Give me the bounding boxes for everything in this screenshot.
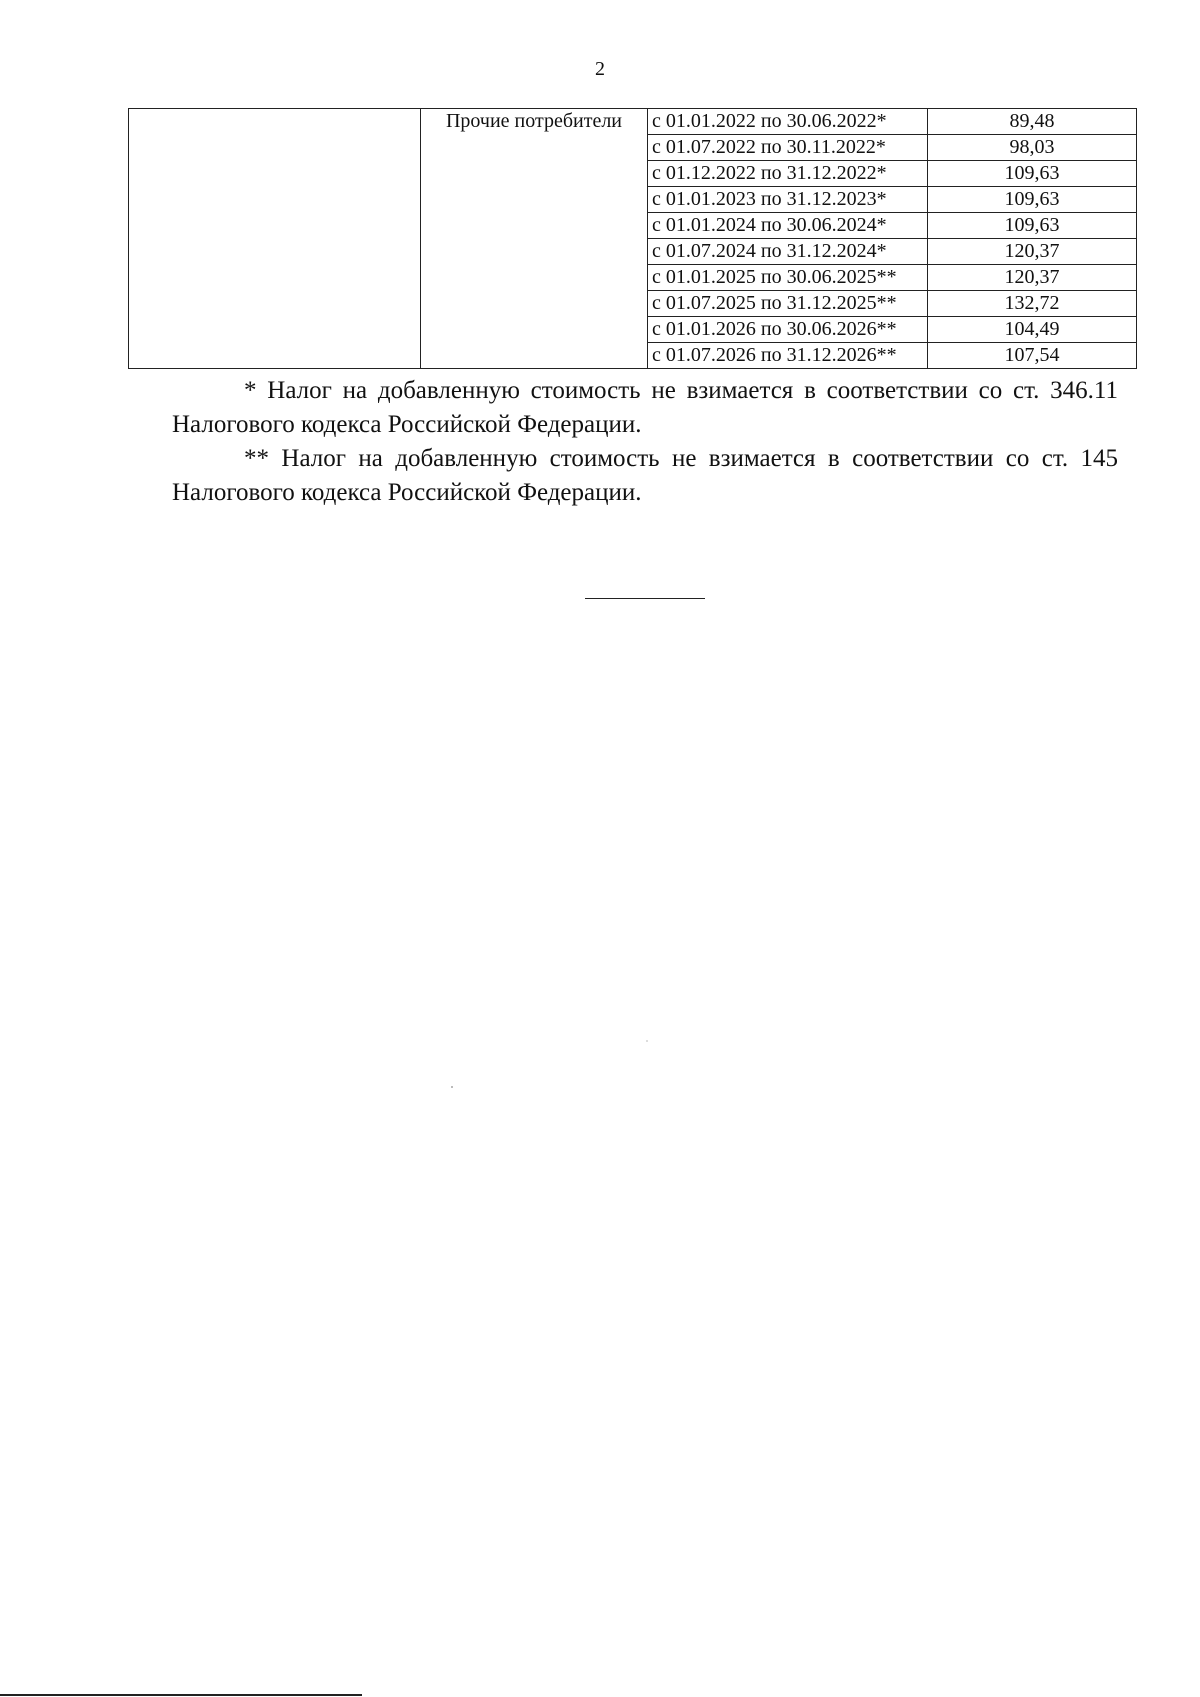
footnotes [172, 374, 1118, 510]
period-cell: с 01.01.2025 по 30.06.2025** [648, 265, 928, 291]
tariff-value-cell: 109,63 [928, 187, 1137, 213]
period-cell: с 01.01.2023 по 31.12.2023* [648, 187, 928, 213]
tariff-value-cell: 104,49 [928, 317, 1137, 343]
period-cell: с 01.07.2022 по 30.11.2022* [648, 135, 928, 161]
consumer-category-cell: Прочие потребители [421, 109, 648, 369]
table-cell-empty [129, 109, 421, 369]
tariff-value-cell: 89,48 [928, 109, 1137, 135]
tariff-value-cell: 120,37 [928, 265, 1137, 291]
period-cell: с 01.01.2026 по 30.06.2026** [648, 317, 928, 343]
period-cell: с 01.07.2025 по 31.12.2025** [648, 291, 928, 317]
period-cell: с 01.01.2024 по 30.06.2024* [648, 213, 928, 239]
page-number: 2 [595, 58, 605, 80]
tariff-table [128, 108, 1137, 369]
tariff-value-cell: 132,72 [928, 291, 1137, 317]
tariff-value-cell: 109,63 [928, 161, 1137, 187]
tariff-value-cell: 120,37 [928, 239, 1137, 265]
period-cell: с 01.01.2022 по 30.06.2022* [648, 109, 928, 135]
tariff-value-cell: 107,54 [928, 343, 1137, 369]
tariff-value-cell: 98,03 [928, 135, 1137, 161]
footnote-vat-145: ** Налог на добавленную стоимость не взимается в соответствии со ст. 145 Налогового кодекса Российской Федерации. [172, 445, 1118, 506]
table-row [129, 109, 1137, 135]
scan-speck [451, 1086, 453, 1088]
period-cell: с 01.07.2024 по 31.12.2024* [648, 239, 928, 265]
footnote-vat-346-11: * Налог на добавленную стоимость не взимается в соответствии со ст. 346.11 Налогового кодекса Российской Федерации. [172, 377, 1118, 438]
period-cell: с 01.07.2026 по 31.12.2026** [648, 343, 928, 369]
period-cell: с 01.12.2022 по 31.12.2022* [648, 161, 928, 187]
bottom-edge-line [0, 1694, 362, 1696]
end-of-text-separator [585, 598, 705, 599]
tariff-value-cell: 109,63 [928, 213, 1137, 239]
scan-speck [646, 1040, 648, 1042]
